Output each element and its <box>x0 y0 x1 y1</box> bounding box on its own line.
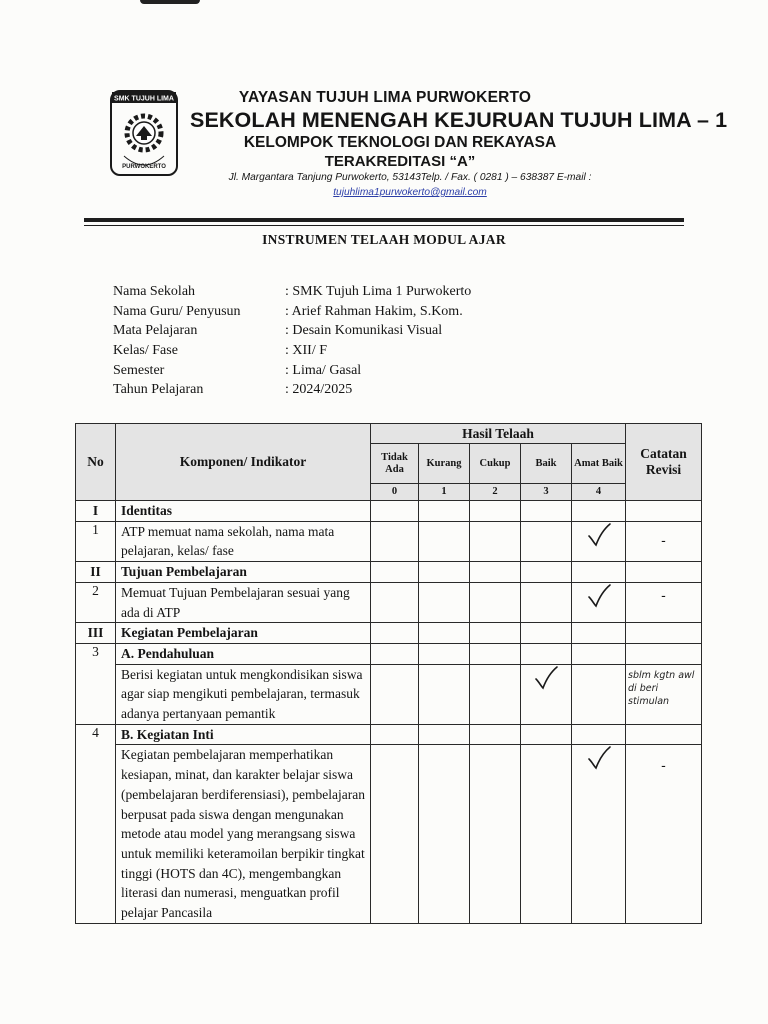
score-cell <box>371 521 419 561</box>
check-mark-cell <box>521 664 572 724</box>
header-scale-score: 2 <box>470 484 521 501</box>
info-value: : Desain Komunikasi Visual <box>285 323 443 339</box>
row-indicator: Berisi kegiatan untuk mengkondisikan siswa agar siap mengikuti pembelajaran, termasuk adanya pertanyaan pemantik <box>116 664 371 724</box>
score-cell <box>371 664 419 724</box>
info-label: Semester <box>113 362 165 378</box>
subsection-title: B. Kegiatan Inti <box>116 724 371 745</box>
foundation-name: YAYASAN TUJUH LIMA PURWOKERTO <box>238 89 532 106</box>
section-no: II <box>76 562 116 583</box>
info-row <box>113 302 471 322</box>
subsection-title: A. Pendahuluan <box>116 643 371 664</box>
score-cell <box>470 521 521 561</box>
header-scale-label: Baik <box>521 444 572 484</box>
logo-text-bottom: PURWOKERTO <box>122 164 166 170</box>
info-row <box>113 341 471 361</box>
info-label: Tahun Pelajaran <box>113 382 204 398</box>
check-mark-cell <box>572 745 626 923</box>
check-mark-cell <box>572 582 626 622</box>
check-icon <box>586 745 612 771</box>
check-mark-cell <box>572 521 626 561</box>
row-no: 2 <box>76 582 116 622</box>
school-email-link[interactable]: tujuhlima1purwokerto@gmail.com <box>333 187 487 198</box>
score-cell <box>371 582 419 622</box>
table-row <box>76 582 702 622</box>
section-no: III <box>76 623 116 644</box>
row-note: - <box>626 582 702 622</box>
check-icon <box>586 583 612 609</box>
header-rule-thick <box>84 218 684 222</box>
score-cell <box>371 745 419 923</box>
header-rule-thin <box>84 225 684 226</box>
row-indicator: ATP memuat nama sekolah, nama mata pelajaran, kelas/ fase <box>116 521 371 561</box>
score-cell <box>470 664 521 724</box>
header-scale-score: 0 <box>371 484 419 501</box>
info-value: : SMK Tujuh Lima 1 Purwokerto <box>285 284 472 299</box>
logo-text-top: SMK TUJUH LIMA <box>114 95 174 103</box>
subsection-row <box>76 724 702 745</box>
row-no: 3 <box>76 643 116 724</box>
row-no: 4 <box>76 724 116 923</box>
info-value: : XII/ F <box>285 343 327 359</box>
section-title: Kegiatan Pembelajaran <box>116 623 371 644</box>
document-title: INSTRUMEN TELAAH MODUL AJAR <box>262 232 506 247</box>
info-value: : Lima/ Gasal <box>285 362 362 378</box>
score-cell <box>419 521 470 561</box>
score-cell <box>521 745 572 923</box>
table-row <box>76 521 702 561</box>
row-note: sblm kgtn awl di beri stimulan <box>626 664 702 724</box>
header-scale-label: Cukup <box>470 444 521 484</box>
score-cell <box>521 582 572 622</box>
header-scale-score: 3 <box>521 484 572 501</box>
row-indicator: Kegiatan pembelajaran memperhatikan kesiapan, minat, dan karakter belajar siswa (pembelajaran berdiferensiasi), pembelajaran berpusat pada siswa dengan mengunakan metode atau model yang merangsang siswa untuk memiliki keteramoilan berpikir tingkat tinggi (HOTS dan 4C), mengembangkan literasi dan numerasi, menguatkan profil pelajar Pancasila <box>116 745 371 923</box>
section-title: Identitas <box>116 501 371 522</box>
info-row <box>113 321 471 341</box>
school-address: Jl. Margantara Tanjung Purwokerto, 53143Telp. / Fax. ( 0281 ) – 638387 E-mail : <box>228 172 592 183</box>
score-cell <box>419 745 470 923</box>
info-value: : 2024/2025 <box>285 382 353 398</box>
header-scale-label: Kurang <box>419 444 470 484</box>
score-cell <box>521 521 572 561</box>
score-cell <box>572 664 626 724</box>
school-group: KELOMPOK TEKNOLOGI DAN REKAYASA <box>243 134 557 151</box>
info-row <box>113 380 471 400</box>
info-label: Nama Sekolah <box>113 284 196 299</box>
section-row <box>76 562 702 583</box>
header-scale-label: Amat Baik <box>572 444 626 484</box>
info-label: Kelas/ Fase <box>113 343 178 359</box>
school-name: SEKOLAH MENENGAH KEJURUAN TUJUH LIMA – 1 <box>190 108 728 132</box>
section-title: Tujuan Pembelajaran <box>116 562 371 583</box>
table-row <box>76 664 702 724</box>
info-block <box>113 282 471 400</box>
info-value: : Arief Rahman Hakim, S.Kom. <box>285 303 463 319</box>
header-notes: Catatan Revisi <box>626 424 702 501</box>
check-icon <box>586 522 612 548</box>
header-indicator: Komponen/ Indikator <box>116 424 371 501</box>
section-row <box>76 501 702 522</box>
school-logo <box>110 90 178 176</box>
table-row <box>76 745 702 923</box>
info-row <box>113 361 471 381</box>
subsection-row <box>76 643 702 664</box>
header-scale-label: Tidak Ada <box>371 444 419 484</box>
row-indicator: Memuat Tujuan Pembelajaran sesuai yang ada di ATP <box>116 582 371 622</box>
header-scale-score: 4 <box>572 484 626 501</box>
page-edge-mark <box>140 0 200 4</box>
row-no: 1 <box>76 521 116 561</box>
score-cell <box>470 745 521 923</box>
score-cell <box>419 582 470 622</box>
info-row <box>113 282 471 302</box>
header-no: No <box>76 424 116 501</box>
header-result: Hasil Telaah <box>371 424 626 444</box>
section-row <box>76 623 702 644</box>
accreditation: TERAKREDITASI “A” <box>324 153 476 170</box>
check-icon <box>533 665 559 691</box>
section-no: I <box>76 501 116 522</box>
score-cell <box>470 582 521 622</box>
row-note: - <box>626 745 702 923</box>
row-note: - <box>626 521 702 561</box>
info-label: Nama Guru/ Penyusun <box>113 303 241 319</box>
header-scale-score: 1 <box>419 484 470 501</box>
info-label: Mata Pelajaran <box>113 323 198 339</box>
score-cell <box>419 664 470 724</box>
review-table <box>75 423 702 924</box>
